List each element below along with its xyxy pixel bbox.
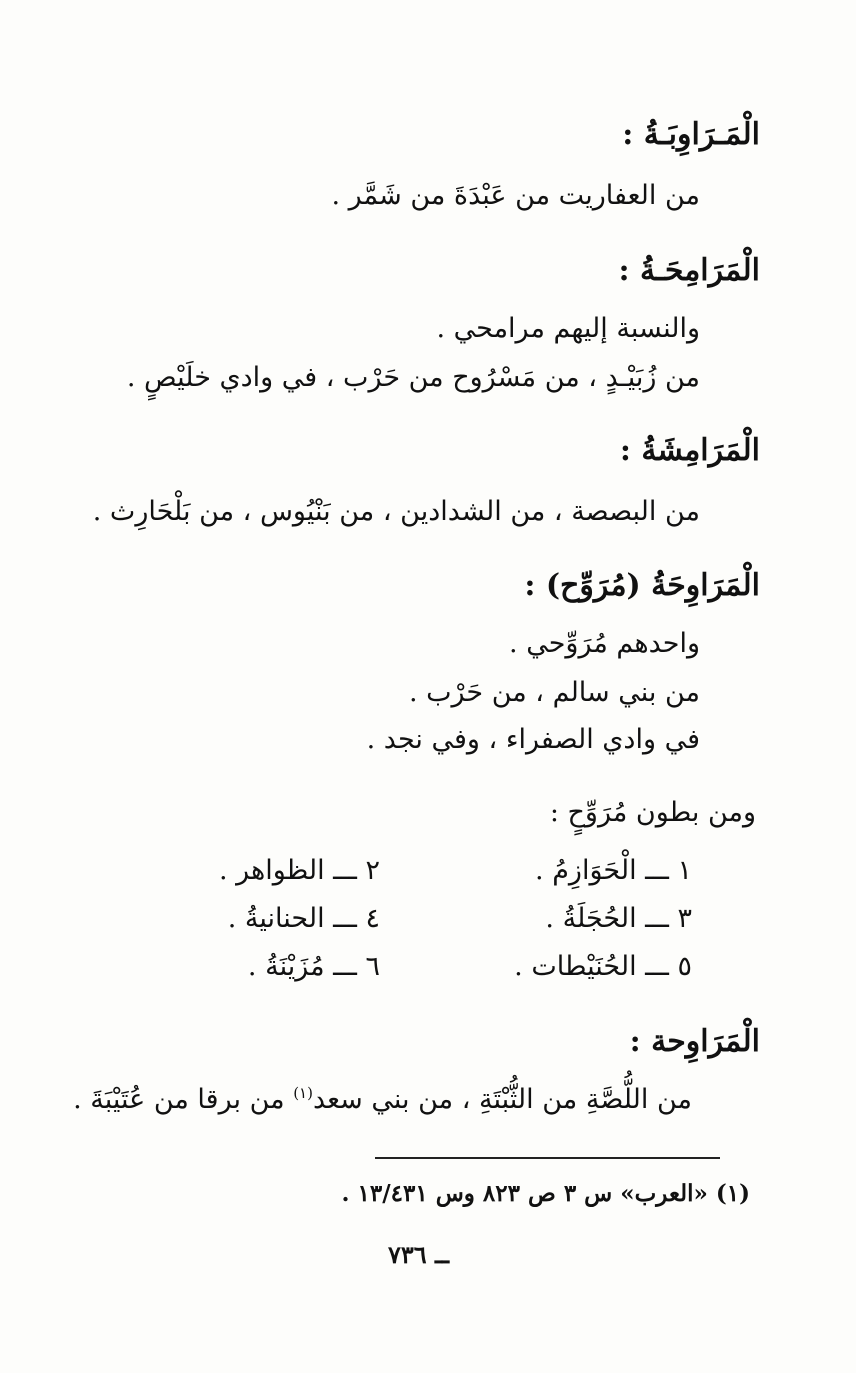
page-number: ــ ٧٣٦: [388, 1240, 450, 1269]
entry-heading-maramisha: الْمَرَامِشَةُ :: [619, 433, 760, 468]
entry-heading-marawiha-murawwih: الْمَرَاوِحَةُ (مُرَوِّح) :: [524, 568, 760, 603]
footnote-divider: [375, 1157, 720, 1159]
entry-text: ومن بطون مُرَوِّحٍ :: [549, 797, 756, 828]
entry-text-part: من اللُّصَّةِ من الثُّبْتَةِ ، من بني سعد: [312, 1084, 692, 1115]
entry-text: من العفاريت من عَبْدَةَ من شَمَّر .: [331, 180, 700, 211]
entry-text: في وادي الصفراء ، وفي نجد .: [366, 724, 700, 755]
entry-text: من بني سالم ، من حَرْب .: [408, 677, 700, 708]
entry-text: والنسبة إليهم مرامحي .: [436, 313, 700, 344]
list-item: ٤ ـــ الحنانيةُ .: [227, 903, 380, 934]
entry-text: من البصصة ، من الشدادين ، من بَنْيُوس ، من بَلْحَارِث .: [92, 496, 700, 527]
footnote: (١) «العرب» س ٣ ص ٨٢٣ وس ١٣/٤٣١ .: [341, 1180, 750, 1207]
list-item: ١ ـــ الْحَوَازِمُ .: [535, 855, 692, 886]
entry-text: [73, 1084, 692, 1115]
entry-text: من زُبَيْـدٍ ، من مَسْرُوح من حَرْب ، في وادي خلَيْصٍ .: [126, 362, 700, 393]
list-item: ٢ ـــ الظواهر .: [218, 855, 380, 886]
entry-heading-marawiha: الْمَرَاوِحة :: [629, 1024, 760, 1059]
list-item: ٣ ـــ الحُجَلَةُ .: [545, 903, 692, 934]
entry-heading-maramiha: الْمَرَامِحَـةُ :: [618, 253, 760, 288]
entry-text-part: من برقا من عُتَيْبَةَ .: [73, 1084, 285, 1115]
list-item: ٦ ـــ مُزَيْنَةُ .: [247, 951, 380, 982]
list-item: ٥ ـــ الحُنَيْطات .: [514, 951, 692, 982]
footnote-ref: (١): [293, 1084, 313, 1102]
entry-text: واحدهم مُرَوِّحي .: [509, 628, 700, 659]
entry-heading-marawiba: الْمَـرَاوِبَـةُ :: [622, 117, 760, 152]
